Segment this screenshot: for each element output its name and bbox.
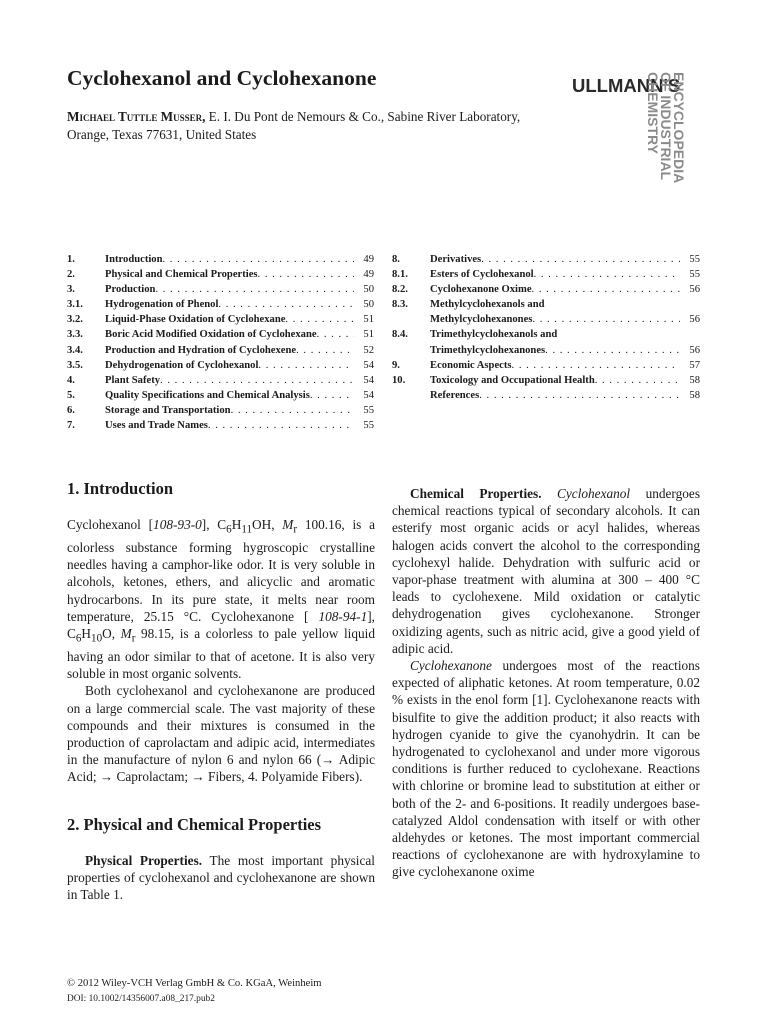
toc-page: 49: [363, 269, 374, 281]
toc-page: 55: [363, 404, 374, 416]
toc-entry[interactable]: [67, 388, 374, 403]
toc-entry-continuation[interactable]: [392, 343, 700, 358]
toc-entry[interactable]: [392, 327, 700, 342]
toc-number: 7.: [67, 420, 75, 432]
section-heading-introduction: 1. Introduction: [67, 479, 174, 498]
toc-title: Trimethylcyclohexanols and: [430, 329, 558, 341]
toc-number: 10.: [392, 374, 406, 386]
toc-page: 49: [363, 254, 374, 265]
toc-number: 9.: [392, 359, 400, 371]
toc-entry[interactable]: [392, 297, 700, 312]
toc-title: Derivatives . . .: [430, 252, 680, 267]
footer-copyright: © 2012 Wiley-VCH Verlag GmbH & Co. KGaA, Weinheim: [67, 978, 322, 989]
affiliation-line1: E. I. Du Pont de Nemours & Co., Sabine River Laboratory,: [208, 109, 521, 124]
affiliation-line2: Orange, Texas 77631, United States: [67, 127, 257, 142]
toc-title: Methylcyclohexanols and: [430, 299, 545, 311]
left-text-column: [67, 480, 375, 903]
article-title: Cyclohexanol and Cyclohexanone: [67, 66, 377, 90]
toc-number: 8.4.: [392, 329, 408, 341]
toc-title: Quality Specifications and Chemical Analysis . . .: [105, 388, 354, 403]
author-name: Michael Tuttle Musser,: [67, 109, 206, 124]
toc-page: 55: [689, 269, 700, 281]
toc-number: 8.2.: [392, 284, 408, 296]
toc-page: 52: [363, 344, 374, 356]
toc-title: Methylcyclohexanones . . .: [430, 312, 680, 327]
toc-title: Trimethylcyclohexanones . . .: [430, 343, 680, 358]
toc-entry-continuation[interactable]: [392, 312, 700, 327]
toc-page: 55: [363, 420, 374, 432]
toc-page: 56: [689, 314, 700, 326]
author-affiliation: [67, 108, 567, 144]
toc-number: 3.2.: [67, 314, 83, 326]
toc-entry[interactable]: [67, 297, 374, 312]
toc-number: 5.: [67, 389, 75, 401]
toc-entry[interactable]: [67, 252, 374, 267]
toc-number: 3.3.: [67, 329, 83, 341]
toc-title: Physical and Chemical Properties . . .: [105, 267, 354, 282]
toc-title: Liquid-Phase Oxidation of Cyclohexane . . .: [105, 312, 354, 327]
toc-title: Esters of Cyclohexanol . . .: [430, 267, 680, 282]
toc-entry[interactable]: [67, 343, 374, 358]
toc-number: 8.3.: [392, 299, 408, 311]
toc-page: 51: [363, 314, 374, 326]
toc-title: Economic Aspects . . .: [430, 358, 680, 373]
toc-number: 3.: [67, 284, 75, 296]
toc-number: 2.: [67, 269, 75, 281]
toc-page: 54: [363, 359, 374, 371]
toc-left-column: [67, 252, 374, 433]
toc-title: Production . . .: [105, 282, 354, 297]
intro-paragraph-1: Cyclohexanol [108-93-0], $C_6H_{11}OH$, $M_r$ 100.16, is a colorless substance forming hygroscopic crystalline needles having a camphor-like odor. It is very soluble in alcohols, ketones, ethers, and alicyclic and aromatic hydrocarbons. In its pure state, it melts near room temperature, 25.15 °C. Cyclohexanone [ 108-94-1], $C_6H_{10}O$, $M_r$ 98.15, is a colorless to pale yellow liquid having an odor similar to that of acetone. It is also very soluble in most organic solvents.: [67, 517, 376, 682]
toc-entry[interactable]: [392, 282, 700, 297]
toc-page: 54: [363, 374, 374, 386]
toc-entry[interactable]: [67, 282, 374, 297]
toc-entry[interactable]: [67, 327, 374, 342]
logo-line2: OF INDUSTRIAL: [658, 72, 674, 181]
toc-entry[interactable]: [67, 358, 374, 373]
toc-number: 3.5.: [67, 359, 83, 371]
toc-entry[interactable]: [392, 358, 700, 373]
toc-number: 4.: [67, 374, 75, 386]
toc-title: Boric Acid Modified Oxidation of Cyclohexane . . .: [105, 327, 354, 342]
toc-page: 58: [689, 389, 700, 401]
toc-page: 50: [363, 299, 374, 311]
toc-title: References . . .: [430, 388, 680, 403]
toc-number: 8.1.: [392, 269, 408, 281]
cyclohexanone-paragraph: Cyclohexanone undergoes most of the reactions expected of aliphatic ketones. At room temperature, 0.02 % exists in the enol form [1]. Cyclohexanone reacts with bisulfite to give the addition product; it also reacts with hydrogen cyanide to give the cyanohydrin. It can be hydrogenated to cyclohexanol and under more vigorous conditions is further reduced to cyclohexane. Reactions with chlorine or bromine lead to substitution at either or both of the 2- and 6-positions. It readily undergoes base-catalyzed Aldol condensation with itself or with other aldehydes or ketones. The most important commercial reactions of cyclohexanone are with hydroxylamine to give cyclohexanone oxime: [392, 658, 700, 880]
toc-title: Cyclohexanone Oxime . . .: [430, 282, 680, 297]
toc-page: 50: [363, 284, 374, 296]
section-heading-properties: 2. Physical and Chemical Properties: [67, 814, 322, 834]
physical-properties-paragraph: Physical Properties. The most important physical properties of cyclohexanol and cyclohexanone are shown in Table 1.: [67, 852, 375, 903]
footer-doi: DOI: 10.1002/14356007.a08_217.pub2: [67, 994, 215, 1004]
toc-page: 51: [363, 329, 374, 341]
toc-title: Uses and Trade Names . . .: [105, 418, 354, 433]
chemical-properties-paragraph: Chemical Properties. Cyclohexanol undergoes chemical reactions typical of secondary alcohols. It can esterify most organic acids or acyl halides, whereas halogen acids convert the alcohol to the corresponding cyclohexyl halide. Dehydration with sulfuric acid or vapor-phase treatment with alumina at 300 – 400 °C leads to cyclohexene. Mild oxidation or catalytic dehydrogenation gives cyclohexanone. Stronger oxidizing agents, such as nitric acid, give a good yield of adipic acid.: [392, 486, 700, 656]
logo-line1: ENCYCLOPEDIA: [671, 72, 687, 184]
toc-title: Dehydrogenation of Cyclohexanol . . .: [105, 358, 354, 373]
toc-entry[interactable]: [392, 388, 700, 403]
toc-entry[interactable]: [67, 267, 374, 282]
toc-entry[interactable]: [392, 373, 700, 388]
toc-number: 6.: [67, 404, 75, 416]
intro-paragraph-2: Both cyclohexanol and cyclohexanone are produced on a large commercial scale. The vast majority of these compounds and their mixtures is consumed in the production of caprolactam and adipic acid, intermediates in the manufacture of nylon 6 and nylon 66 (→ Adipic Acid; → Caprolactam; → Fibers, 4. Polyamide Fibers).: [67, 683, 375, 785]
toc-entry[interactable]: [67, 418, 374, 433]
toc-page: 56: [689, 344, 700, 356]
toc-number: 8.: [392, 254, 400, 265]
toc-entry[interactable]: [67, 373, 374, 388]
toc-entry[interactable]: [67, 403, 374, 418]
toc-page: 54: [363, 389, 374, 401]
toc-title: Production and Hydration of Cyclohexene . . .: [105, 343, 354, 358]
toc-title: Hydrogenation of Phenol . . .: [105, 297, 354, 312]
toc-number: 3.1.: [67, 299, 83, 311]
toc-title: Introduction . . .: [105, 252, 354, 267]
toc-title: Toxicology and Occupational Health . . .: [430, 373, 680, 388]
toc-entry[interactable]: [392, 267, 700, 282]
toc-page: 58: [689, 374, 700, 386]
toc-page: 57: [689, 359, 700, 371]
toc-number: 3.4.: [67, 344, 83, 356]
ullmanns-logo: [572, 70, 712, 202]
toc-title: Storage and Transportation . . .: [105, 403, 354, 418]
toc-entry[interactable]: [392, 252, 700, 267]
toc-number: 1.: [67, 254, 75, 265]
toc-right-column: [392, 252, 700, 403]
right-text-column: [392, 485, 700, 881]
logo-brand: ULLMANN'S: [572, 75, 681, 96]
toc-title: Plant Safety . . .: [105, 373, 354, 388]
toc-entry[interactable]: [67, 312, 374, 327]
logo-line3: CHEMISTRY: [645, 72, 661, 154]
toc-page: 56: [689, 284, 700, 296]
toc-page: 55: [689, 254, 700, 265]
